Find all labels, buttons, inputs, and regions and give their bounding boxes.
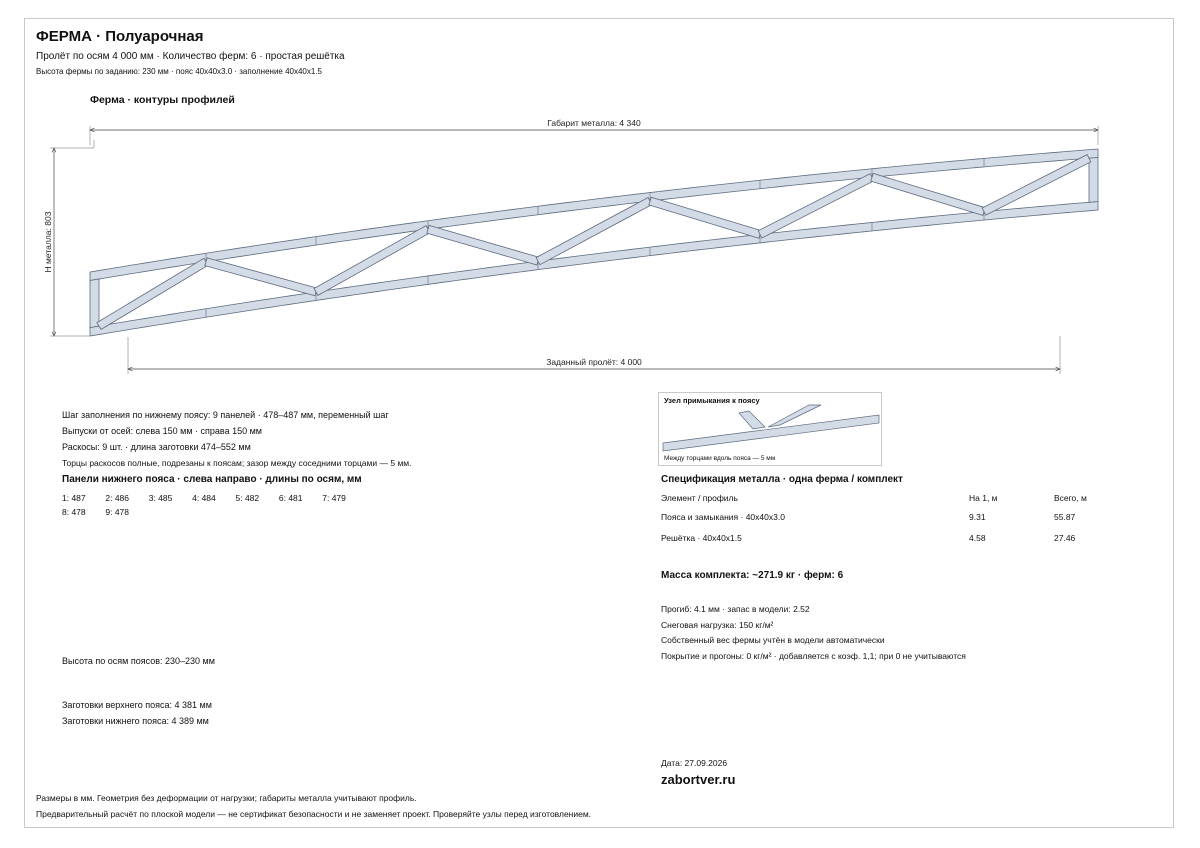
footer-note-2: Предварительный расчёт по плоской модели — не сертификат безопасности и не заменяет проект. Проверяйте узлы перед изготовлением.	[36, 809, 592, 819]
info-line-2: Выпуски от осей: слева 150 мм · справа 150 мм	[62, 426, 262, 436]
node-chord	[663, 415, 879, 451]
info-line-4: Торцы раскосов полные, подрезаны к поясам; зазор между соседними торцами — 5 мм.	[62, 458, 412, 468]
diagonal-member	[871, 173, 985, 215]
page-subtitle: Пролёт по осям 4 000 мм · Количество ферм: 6 · простая решётка	[36, 51, 345, 62]
panel-item: 4: 484	[192, 493, 216, 503]
panel-item: 9: 478	[105, 507, 130, 517]
truss	[90, 149, 1098, 336]
truss-drawing	[0, 0, 1200, 400]
panels-list	[62, 491, 392, 519]
page-title: ФЕРМА · Полуарочная	[36, 28, 204, 45]
node-detail-note: Между торцами вдоль пояса — 5 мм	[664, 455, 776, 462]
panel-item: 3: 485	[148, 493, 173, 503]
panels-title: Панели нижнего пояса · слева направо · длины по осям, мм	[62, 474, 362, 485]
panel-item: 6: 481	[278, 493, 303, 503]
spec-row-total: 55.87	[1054, 512, 1076, 522]
deflection: Прогиб: 4.1 мм · запас в модели: 2.52	[661, 604, 810, 614]
spec-row-total: 27.46	[1054, 533, 1076, 543]
end-post-left	[90, 279, 99, 327]
panel-item: 8: 478	[62, 507, 86, 517]
brand: zabortver.ru	[661, 772, 736, 787]
axes-height: Высота по осям поясов: 230–230 мм	[62, 656, 215, 666]
panel-item: 2: 486	[105, 493, 130, 503]
spec-row-name: Решётка · 40x40x1.5	[661, 533, 742, 543]
snow-load: Снеговая нагрузка: 150 кг/м²	[661, 620, 774, 630]
diagonal-member	[205, 258, 317, 296]
panel-item: 7: 479	[322, 493, 346, 503]
info-line-1: Шаг заполнения по нижнему поясу: 9 панелей · 478–487 мм, переменный шаг	[62, 410, 389, 420]
self-weight-note: Собственный вес фермы учтён в модели автоматически	[661, 635, 885, 645]
overall-dim-label: Габарит металла: 4 340	[547, 118, 641, 128]
span-dim-label: Заданный пролёт: 4 000	[546, 357, 642, 367]
spec-title: Спецификация металла · одна ферма / комплект	[661, 474, 903, 485]
drawing-title: Ферма · контуры профилей	[90, 94, 235, 106]
top-chord-blank: Заготовки верхнего пояса: 4 381 мм	[62, 700, 212, 710]
panel-item: 5: 482	[235, 493, 260, 503]
height-ext-top	[50, 140, 94, 148]
diagonal-member	[427, 225, 539, 265]
spec-row-name: Пояса и замыкания · 40x40x3.0	[661, 512, 785, 522]
set-mass: Масса комплекта: ~271.9 кг · ферм: 6	[661, 570, 844, 581]
height-dim-label: Н металла: 803	[43, 211, 53, 273]
date: Дата: 27.09.2026	[661, 758, 728, 768]
node-diagonal-left	[739, 411, 765, 429]
bottom-chord-blank: Заготовки нижнего пояса: 4 389 мм	[62, 716, 209, 726]
roof-load-note: Покрытие и прогоны: 0 кг/м² · добавляется с коэф. 1,1; при 0 не учитываются	[661, 651, 966, 661]
spec-row-per-one: 4.58	[969, 533, 986, 543]
diagonal-member	[649, 197, 761, 238]
page-subtitle-2: Высота фермы по заданию: 230 мм · пояс 40x40x3.0 · заполнение 40x40x1.5	[36, 67, 322, 76]
panel-item: 1: 487	[62, 493, 86, 503]
node-detail-title: Узел примыкания к поясу	[664, 396, 760, 405]
footer-note-1: Размеры в мм. Геометрия без деформации от нагрузки; габариты металла учитывают профиль.	[36, 793, 417, 803]
node-detail-inset	[658, 392, 882, 466]
spec-header-total: Всего, м	[1054, 493, 1087, 503]
info-line-3: Раскосы: 9 шт. · длина заготовки 474–552 мм	[62, 442, 251, 452]
spec-header-element: Элемент / профиль	[661, 493, 738, 503]
end-post-right	[1089, 158, 1098, 203]
spec-header-per-one: На 1, м	[969, 493, 998, 503]
spec-row-per-one: 9.31	[969, 512, 986, 522]
